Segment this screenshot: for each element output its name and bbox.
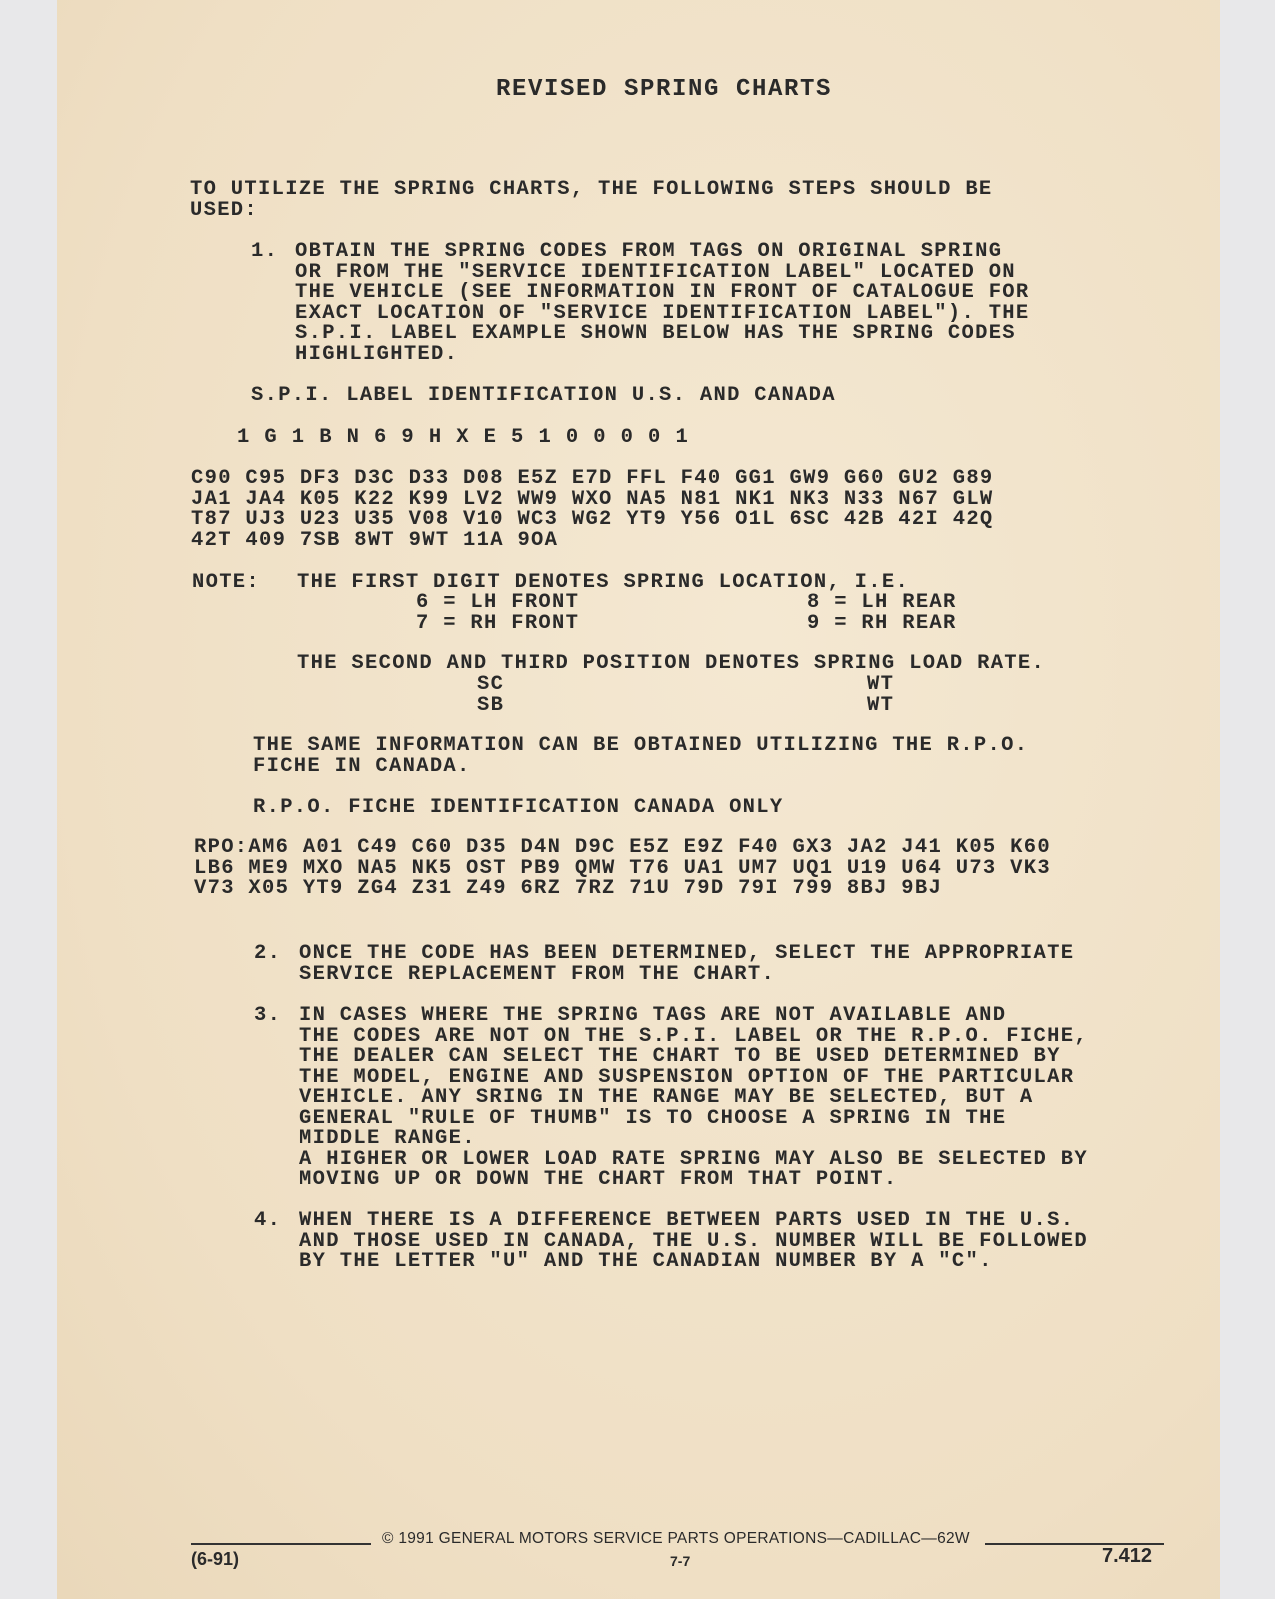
rpo-heading: R.P.O. FICHE IDENTIFICATION CANADA ONLY — [253, 796, 784, 819]
step-2-number: 2. — [254, 942, 282, 965]
note-code-sb: SB — [477, 694, 505, 717]
note-code-sc: SC — [477, 673, 505, 696]
spi-code-list: C90 C95 DF3 D3C D33 D08 E5Z E7D FFL F40 GG1 GW9 G60 GU2 G89 JA1 JA4 K05 K22 K99 LV2 WW9 WXO NA5 N81 NK1 NK3 N33 N67 GLW T87 UJ3 U23 U35 V08 V10 WC3 WG2 YT9 Y56 O1L 6SC 42B 42I 42Q 42T 409 7SB 8WT 9WT 11A 9OA — [191, 467, 994, 552]
footer-date: (6-91) — [191, 1549, 240, 1569]
vin-number: 1 G 1 B N 6 9 H X E 5 1 0 0 0 0 1 — [237, 426, 690, 449]
intro-paragraph: TO UTILIZE THE SPRING CHARTS, THE FOLLOWING STEPS SHOULD BE USED: — [190, 178, 993, 222]
same-info-paragraph: THE SAME INFORMATION CAN BE OBTAINED UTILIZING THE R.P.O. FICHE IN CANADA. — [253, 734, 1029, 778]
step-3-number: 3. — [254, 1004, 282, 1027]
spi-heading: S.P.I. LABEL IDENTIFICATION U.S. AND CANADA — [251, 384, 836, 407]
note-code-wt-1: WT — [867, 673, 895, 696]
footer-rule-left — [191, 1543, 371, 1545]
note-rh-rear: 9 = RH REAR — [807, 612, 957, 635]
step-1-text: OBTAIN THE SPRING CODES FROM TAGS ON ORIGINAL SPRING OR FROM THE ″SERVICE IDENTIFICATION LABEL″ LOCATED ON THE VEHICLE (SEE INFORMATION IN FRONT OF CATALOGUE FOR EXACT LOCATION OF ″SERVICE IDENTIFICATION LABEL″). THE S.P.I. LABEL EXAMPLE SHOWN BELOW HAS THE SPRING CODES HIGHLIGHTED. — [295, 240, 1030, 366]
note-code-wt-2: WT — [867, 694, 895, 717]
footer-section-number: 7.412 — [1102, 1545, 1153, 1567]
note-lh-rear: 8 = LH REAR — [807, 591, 957, 614]
note-label: NOTE: — [192, 571, 261, 594]
rpo-code-list: RPO:AM6 A01 C49 C60 D35 D4N D9C E5Z E9Z F40 GX3 JA2 J41 K05 K60 LB6 ME9 MXO NA5 NK5 OST PB9 QMW T76 UA1 UM7 UQ1 U19 U64 U73 VK3 V73 X05 YT9 ZG4 Z31 Z49 6RZ 7RZ 71U 79D 79I 799 8BJ 9BJ — [194, 836, 1051, 900]
step-1-number: 1. — [251, 240, 279, 263]
page-title: REVISED SPRING CHARTS — [496, 76, 833, 103]
step-2-text: ONCE THE CODE HAS BEEN DETERMINED, SELECT THE APPROPRIATE SERVICE REPLACEMENT FROM THE CHART. — [299, 942, 1075, 986]
step-4-number: 4. — [254, 1209, 282, 1232]
note-rh-front: 7 = RH FRONT — [416, 612, 580, 635]
note-first-digit: THE FIRST DIGIT DENOTES SPRING LOCATION, I.E. — [297, 571, 910, 594]
footer-copyright: © 1991 GENERAL MOTORS SERVICE PARTS OPERATIONS—CADILLAC—62W — [382, 1530, 970, 1547]
step-4-text: WHEN THERE IS A DIFFERENCE BETWEEN PARTS USED IN THE U.S. AND THOSE USED IN CANADA, THE U.S. NUMBER WILL BE FOLLOWED BY THE LETTER ″U″ AND THE CANADIAN NUMBER BY A ″C″. — [299, 1209, 1088, 1273]
footer-page-number: 7-7 — [670, 1553, 691, 1569]
note-lh-front: 6 = LH FRONT — [416, 591, 580, 614]
step-3-text: IN CASES WHERE THE SPRING TAGS ARE NOT AVAILABLE AND THE CODES ARE NOT ON THE S.P.I. LABEL OR THE R.P.O. FICHE, THE DEALER CAN SELECT THE CHART TO BE USED DETERMINED BY THE MODEL, ENGINE AND SUSPENSION OPTION OF THE PARTICULAR VEHICLE. ANY SRING IN THE RANGE MAY BE SELECTED, BUT A GENERAL ″RULE OF THUMB″ IS TO CHOOSE A SPRING IN THE MIDDLE RANGE. A HIGHER OR LOWER LOAD RATE SPRING MAY ALSO BE SELECTED BY MOVING UP OR DOWN THE CHART FROM THAT POINT. — [299, 1004, 1088, 1191]
note-load-rate: THE SECOND AND THIRD POSITION DENOTES SPRING LOAD RATE. — [297, 652, 1046, 675]
